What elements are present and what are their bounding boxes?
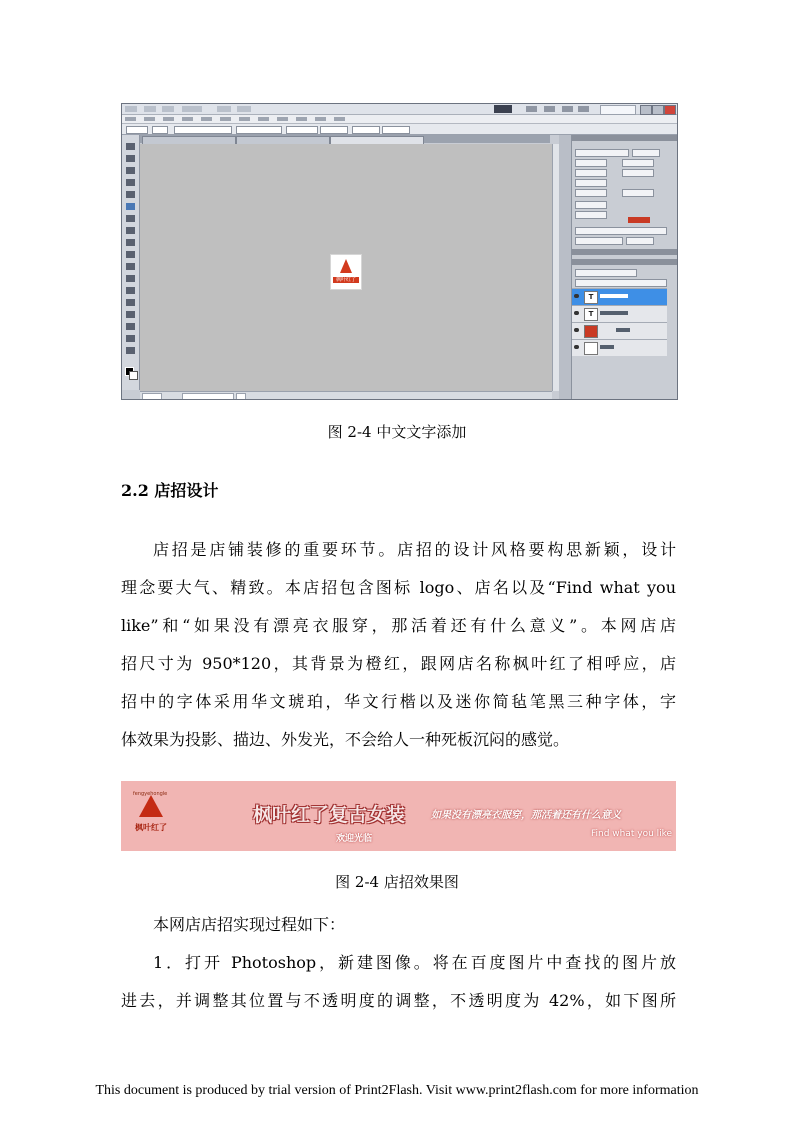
ps-panel-dock (559, 135, 572, 399)
maple-leaf-icon (139, 795, 163, 817)
paragraph-line: 理念要大气、精致。本店招包含图标 logo、店名以及“Find what you (121, 578, 676, 597)
layer-name (600, 345, 614, 349)
ps-options-bar (122, 124, 677, 135)
paragraph-line: 招尺寸为 950*120，其背景为橙红，跟网店名称枫叶红了相呼应，店 (121, 654, 676, 673)
paragraph-line: like”和“如果没有漂亮衣服穿，那活着还有什么意义”。本网店店 (121, 616, 676, 635)
paragraph-line: 本网店店招实现过程如下： (153, 915, 346, 934)
banner-shop-name: 枫叶红了复古女装 (253, 804, 406, 826)
close-icon (664, 105, 676, 115)
ps-status-bar (140, 391, 552, 400)
figure-caption: 图 2-4 店招效果图 (335, 873, 459, 891)
paragraph-line: 体效果为投影、描边、外发光，不会给人一种死板沉闷的感觉。 (121, 730, 570, 749)
layer-name (600, 294, 628, 298)
trial-watermark-footer: This document is produced by trial version of Print2Flash. Visit www.print2flash.com for more information (95, 1083, 699, 1098)
ps-search-box (600, 105, 636, 115)
shop-banner (121, 781, 676, 851)
text-layer-icon: T (584, 308, 598, 321)
maple-leaf-icon (340, 259, 352, 273)
ps-application-bar (122, 104, 677, 115)
paragraph-line: 招中的字体采用华文琥珀，华文行楷以及迷你简毡笔黑三种字体，字 (121, 692, 676, 711)
layer-row[interactable] (572, 322, 667, 339)
text-layer-icon: T (584, 291, 598, 304)
banner-welcome: 欢迎光临 (336, 834, 373, 844)
paragraph-line: 店招是店铺装修的重要环节。店招的设计风格要构思新颖，设计 (153, 540, 676, 559)
layer-name (600, 311, 628, 315)
text-color-swatch (628, 217, 650, 223)
layer-name (616, 328, 630, 332)
background-layer-thumbnail (584, 342, 598, 355)
ps-document-tabs (140, 135, 550, 143)
ps-character-layers-panel (572, 135, 677, 399)
visibility-eye-icon[interactable] (574, 311, 579, 315)
canvas-logo-text: 枫叶红了 (333, 277, 359, 283)
banner-logo (133, 791, 169, 835)
paragraph-shop-sign (121, 531, 676, 759)
minimize-icon (640, 105, 652, 115)
ps-document (330, 254, 362, 290)
paragraph-line: 进去，并调整其位置与不透明度的调整，不透明度为 42%，如下图所 (121, 991, 676, 1010)
ps-vertical-scrollbar (552, 144, 559, 391)
image-layer-thumbnail (584, 325, 598, 338)
background-color-swatch (129, 371, 138, 380)
layer-row[interactable] (572, 339, 667, 356)
banner-logo-en: fengyehongle (133, 791, 168, 797)
photoshop-screenshot (121, 103, 678, 400)
visibility-eye-icon[interactable] (574, 328, 579, 332)
ps-workspace-switcher (494, 105, 512, 113)
ps-canvas-area (140, 144, 552, 391)
maximize-icon (652, 105, 664, 115)
figure-caption: 图 2-4 中文文字添加 (327, 423, 467, 441)
paragraph-steps (121, 906, 676, 1020)
banner-logo-cn: 枫叶红了 (135, 823, 167, 832)
section-heading: 2.2 店招设计 (121, 481, 219, 500)
banner-slogan: 如果没有漂亮衣服穿，那活着还有什么意义 (431, 810, 621, 821)
layer-row[interactable] (572, 288, 667, 305)
paragraph-line: 1．打开 Photoshop，新建图像。将在百度图片中查找的图片放 (153, 953, 676, 972)
layer-row[interactable] (572, 305, 667, 322)
visibility-eye-icon[interactable] (574, 294, 579, 298)
ps-toolbox (122, 135, 140, 390)
banner-english: Find what you like (591, 829, 673, 839)
visibility-eye-icon[interactable] (574, 345, 579, 349)
ps-menu-bar (122, 115, 677, 124)
